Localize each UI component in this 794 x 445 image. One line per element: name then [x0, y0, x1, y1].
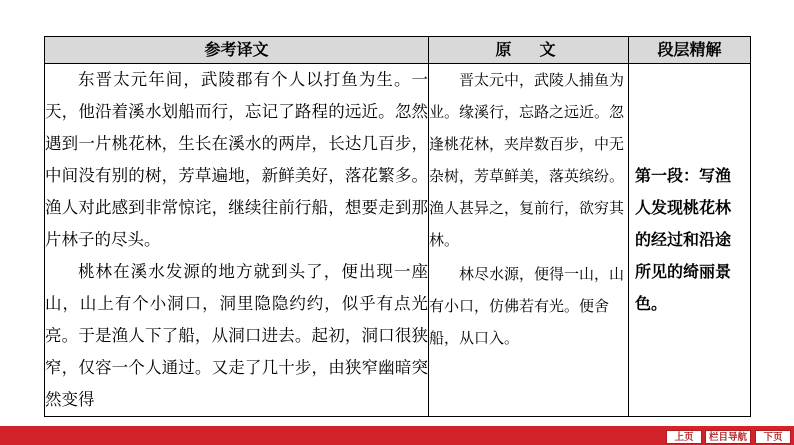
summary-cell: 第一段：写渔人发现桃花林的经过和沿途所见的绮丽景色。 [629, 64, 751, 417]
header-original: 原 文 [429, 37, 629, 64]
section-nav-button[interactable]: 栏目导航 [705, 430, 751, 444]
original-cell [429, 64, 629, 417]
prev-page-button[interactable]: 上页 [666, 430, 702, 444]
text-table [44, 36, 751, 417]
table-header-row [45, 37, 751, 64]
next-page-button[interactable]: 下页 [755, 430, 791, 444]
translation-paragraph: 桃林在溪水发源的地方就到头了，便出现一座山，山上有个小洞口，洞里隐隐约约，似乎有点光亮。于是渔人下了船，从洞口进去。起初，洞口很狭窄，仅容一个人通过。又走了几十步，由狭窄幽暗突然变得 [45, 262, 428, 409]
translation-cell [45, 64, 429, 417]
original-paragraph: 林尽水源，便得一山，山有小口，仿佛若有光。便舍船，从口入。 [429, 265, 625, 347]
table-content-row [45, 64, 751, 417]
header-summary: 段层精解 [629, 37, 751, 64]
header-translation: 参考译文 [45, 37, 429, 64]
translation-paragraph: 东晋太元年间，武陵郡有个人以打鱼为生。一天，他沿着溪水划船而行，忘记了路程的远近。忽然遇到一片桃花林，生长在溪水的两岸，长达几百步，中间没有别的树，芳草遍地，新鲜美好，落花繁多。渔人对此感到非常惊诧，继续往前行船，想要走到那片林子的尽头。 [45, 70, 428, 249]
original-paragraph: 晋太元中，武陵人捕鱼为业。缘溪行，忘路之远近。忽逢桃花林，夹岸数百步，中无杂树，芳草鲜美，落英缤纷。渔人甚异之，复前行，欲穷其林。 [429, 71, 625, 249]
